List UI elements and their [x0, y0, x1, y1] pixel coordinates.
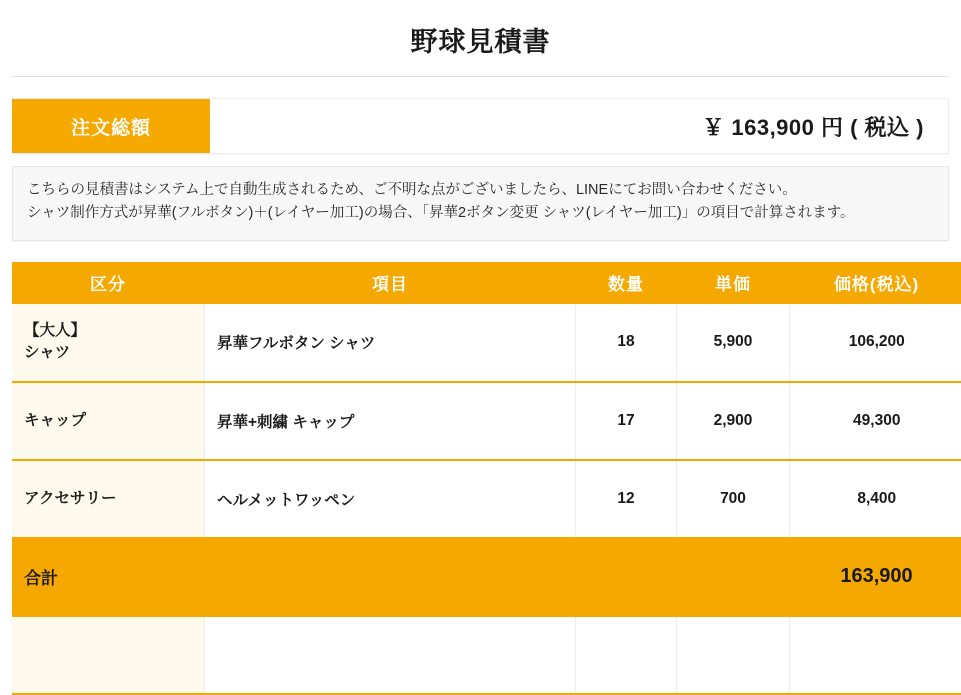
table-header-row [12, 262, 961, 304]
cell-price: 8,400 [790, 460, 961, 538]
order-total-bar [12, 98, 949, 154]
table-row [12, 460, 961, 538]
table-sum-row [12, 538, 961, 616]
cell-item: 昇華フルボタン シャツ [205, 304, 576, 382]
cell-price: 49,300 [790, 382, 961, 460]
cell-unit: 2,900 [677, 382, 790, 460]
cell-qty: 17 [576, 382, 677, 460]
cell-price-partial [790, 616, 961, 694]
cell-item: 昇華+刺繍 キャップ [205, 382, 576, 460]
order-total-label: 注文総額 [12, 99, 210, 153]
cell-item: ヘルメットワッペン [205, 460, 576, 538]
cell-unit-partial [677, 616, 790, 694]
column-header-qty: 数量 [576, 262, 677, 304]
column-header-unit: 単価 [677, 262, 790, 304]
table-row [12, 304, 961, 382]
sum-value: 163,900 [790, 538, 961, 616]
kubun-line-1: アクセサリー [24, 488, 192, 510]
table-row-partial [12, 616, 961, 694]
sum-label: 合計 [12, 538, 790, 616]
column-header-item: 項目 [205, 262, 576, 304]
kubun-line-2: シャツ [24, 342, 192, 364]
quote-table [12, 262, 961, 695]
notice-line-2: シャツ制作方式が昇華(フルボタン)＋(レイヤー加工)の場合、「昇華2ボタン変更 シャツ(レイヤー加工)」の項目で計算されます。 [27, 202, 934, 225]
kubun-line-1: キャップ [24, 410, 192, 432]
cell-unit: 5,900 [677, 304, 790, 382]
cell-kubun [12, 382, 205, 460]
quote-table-wrapper [12, 262, 949, 695]
title-divider [12, 76, 949, 77]
table-row [12, 382, 961, 460]
column-header-kubun: 区分 [12, 262, 205, 304]
cell-qty: 18 [576, 304, 677, 382]
order-total-value: ￥ 163,900 円 ( 税込 ) [210, 99, 948, 153]
cell-qty: 12 [576, 460, 677, 538]
cell-kubun [12, 460, 205, 538]
kubun-line-1: 【大人】 [24, 320, 192, 342]
page-title: 野球見積書 [0, 0, 961, 76]
cell-price: 106,200 [790, 304, 961, 382]
notice-box [12, 166, 949, 241]
cell-qty-partial [576, 616, 677, 694]
column-header-price: 価格(税込) [790, 262, 961, 304]
cell-unit: 700 [677, 460, 790, 538]
cell-kubun-partial [12, 616, 205, 694]
notice-line-1: こちらの見積書はシステム上で自動生成されるため、ご不明な点がございましたら、LINEにてお問い合わせください。 [27, 179, 934, 202]
cell-kubun [12, 304, 205, 382]
cell-item-partial [205, 616, 576, 694]
